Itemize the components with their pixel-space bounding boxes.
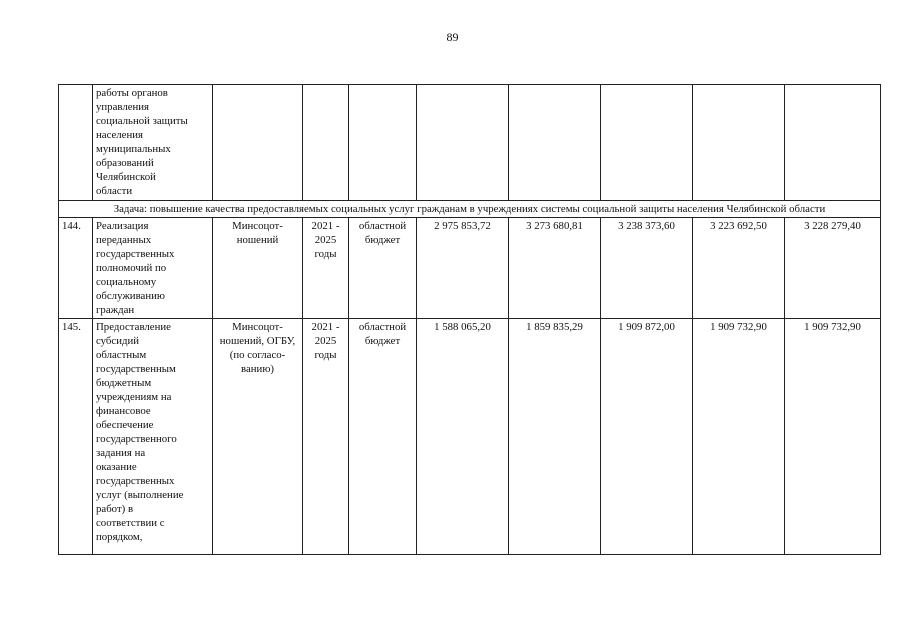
cell-amount: 1 909 732,90 xyxy=(693,319,785,555)
table-row xyxy=(59,85,881,201)
cell-executor: Минсоцот-ношений, ОГБУ, (по согласо-ванию) xyxy=(213,319,303,555)
cell-amount: 1 909 732,90 xyxy=(785,319,881,555)
cell-source: областной бюджет xyxy=(349,319,417,555)
cell-name: работы органов управления социальной защиты населения муниципальных образований Челябинской области xyxy=(93,85,213,201)
cell-amount xyxy=(509,85,601,201)
cell-name: Предоставление субсидий областным государственным бюджетным учреждениям на финансовое обеспечение государственного задания на оказание государственных услуг (выполнение работ) в соответствии с порядком, xyxy=(93,319,213,555)
task-heading: Задача: повышение качества предоставляемых социальных услуг гражданам в учреждениях системы социальной защиты населения Челябинской области xyxy=(59,201,881,218)
cell-num: 144. xyxy=(59,218,93,319)
cell-amount: 1 909 872,00 xyxy=(601,319,693,555)
cell-amount: 1 588 065,20 xyxy=(417,319,509,555)
table-row xyxy=(59,319,881,555)
page-number: 89 xyxy=(446,30,459,44)
cell-source: областной бюджет xyxy=(349,218,417,319)
cell-amount xyxy=(693,85,785,201)
table-row xyxy=(59,218,881,319)
cell-amount: 3 273 680,81 xyxy=(509,218,601,319)
cell-amount: 2 975 853,72 xyxy=(417,218,509,319)
cell-amount: 1 859 835,29 xyxy=(509,319,601,555)
cell-source xyxy=(349,85,417,201)
cell-amount: 3 238 373,60 xyxy=(601,218,693,319)
cell-period: 2021 - 2025 годы xyxy=(303,218,349,319)
cell-num: 145. xyxy=(59,319,93,555)
cell-amount: 3 228 279,40 xyxy=(785,218,881,319)
cell-executor xyxy=(213,85,303,201)
cell-name: Реализация переданных государственных полномочий по социальному обслуживанию граждан xyxy=(93,218,213,319)
cell-amount: 3 223 692,50 xyxy=(693,218,785,319)
cell-amount xyxy=(785,85,881,201)
cell-period xyxy=(303,85,349,201)
cell-amount xyxy=(417,85,509,201)
cell-amount xyxy=(601,85,693,201)
cell-executor: Минсоцот-ношений xyxy=(213,218,303,319)
cell-period: 2021 - 2025 годы xyxy=(303,319,349,555)
program-table xyxy=(58,84,881,555)
task-row xyxy=(59,201,881,218)
cell-num xyxy=(59,85,93,201)
